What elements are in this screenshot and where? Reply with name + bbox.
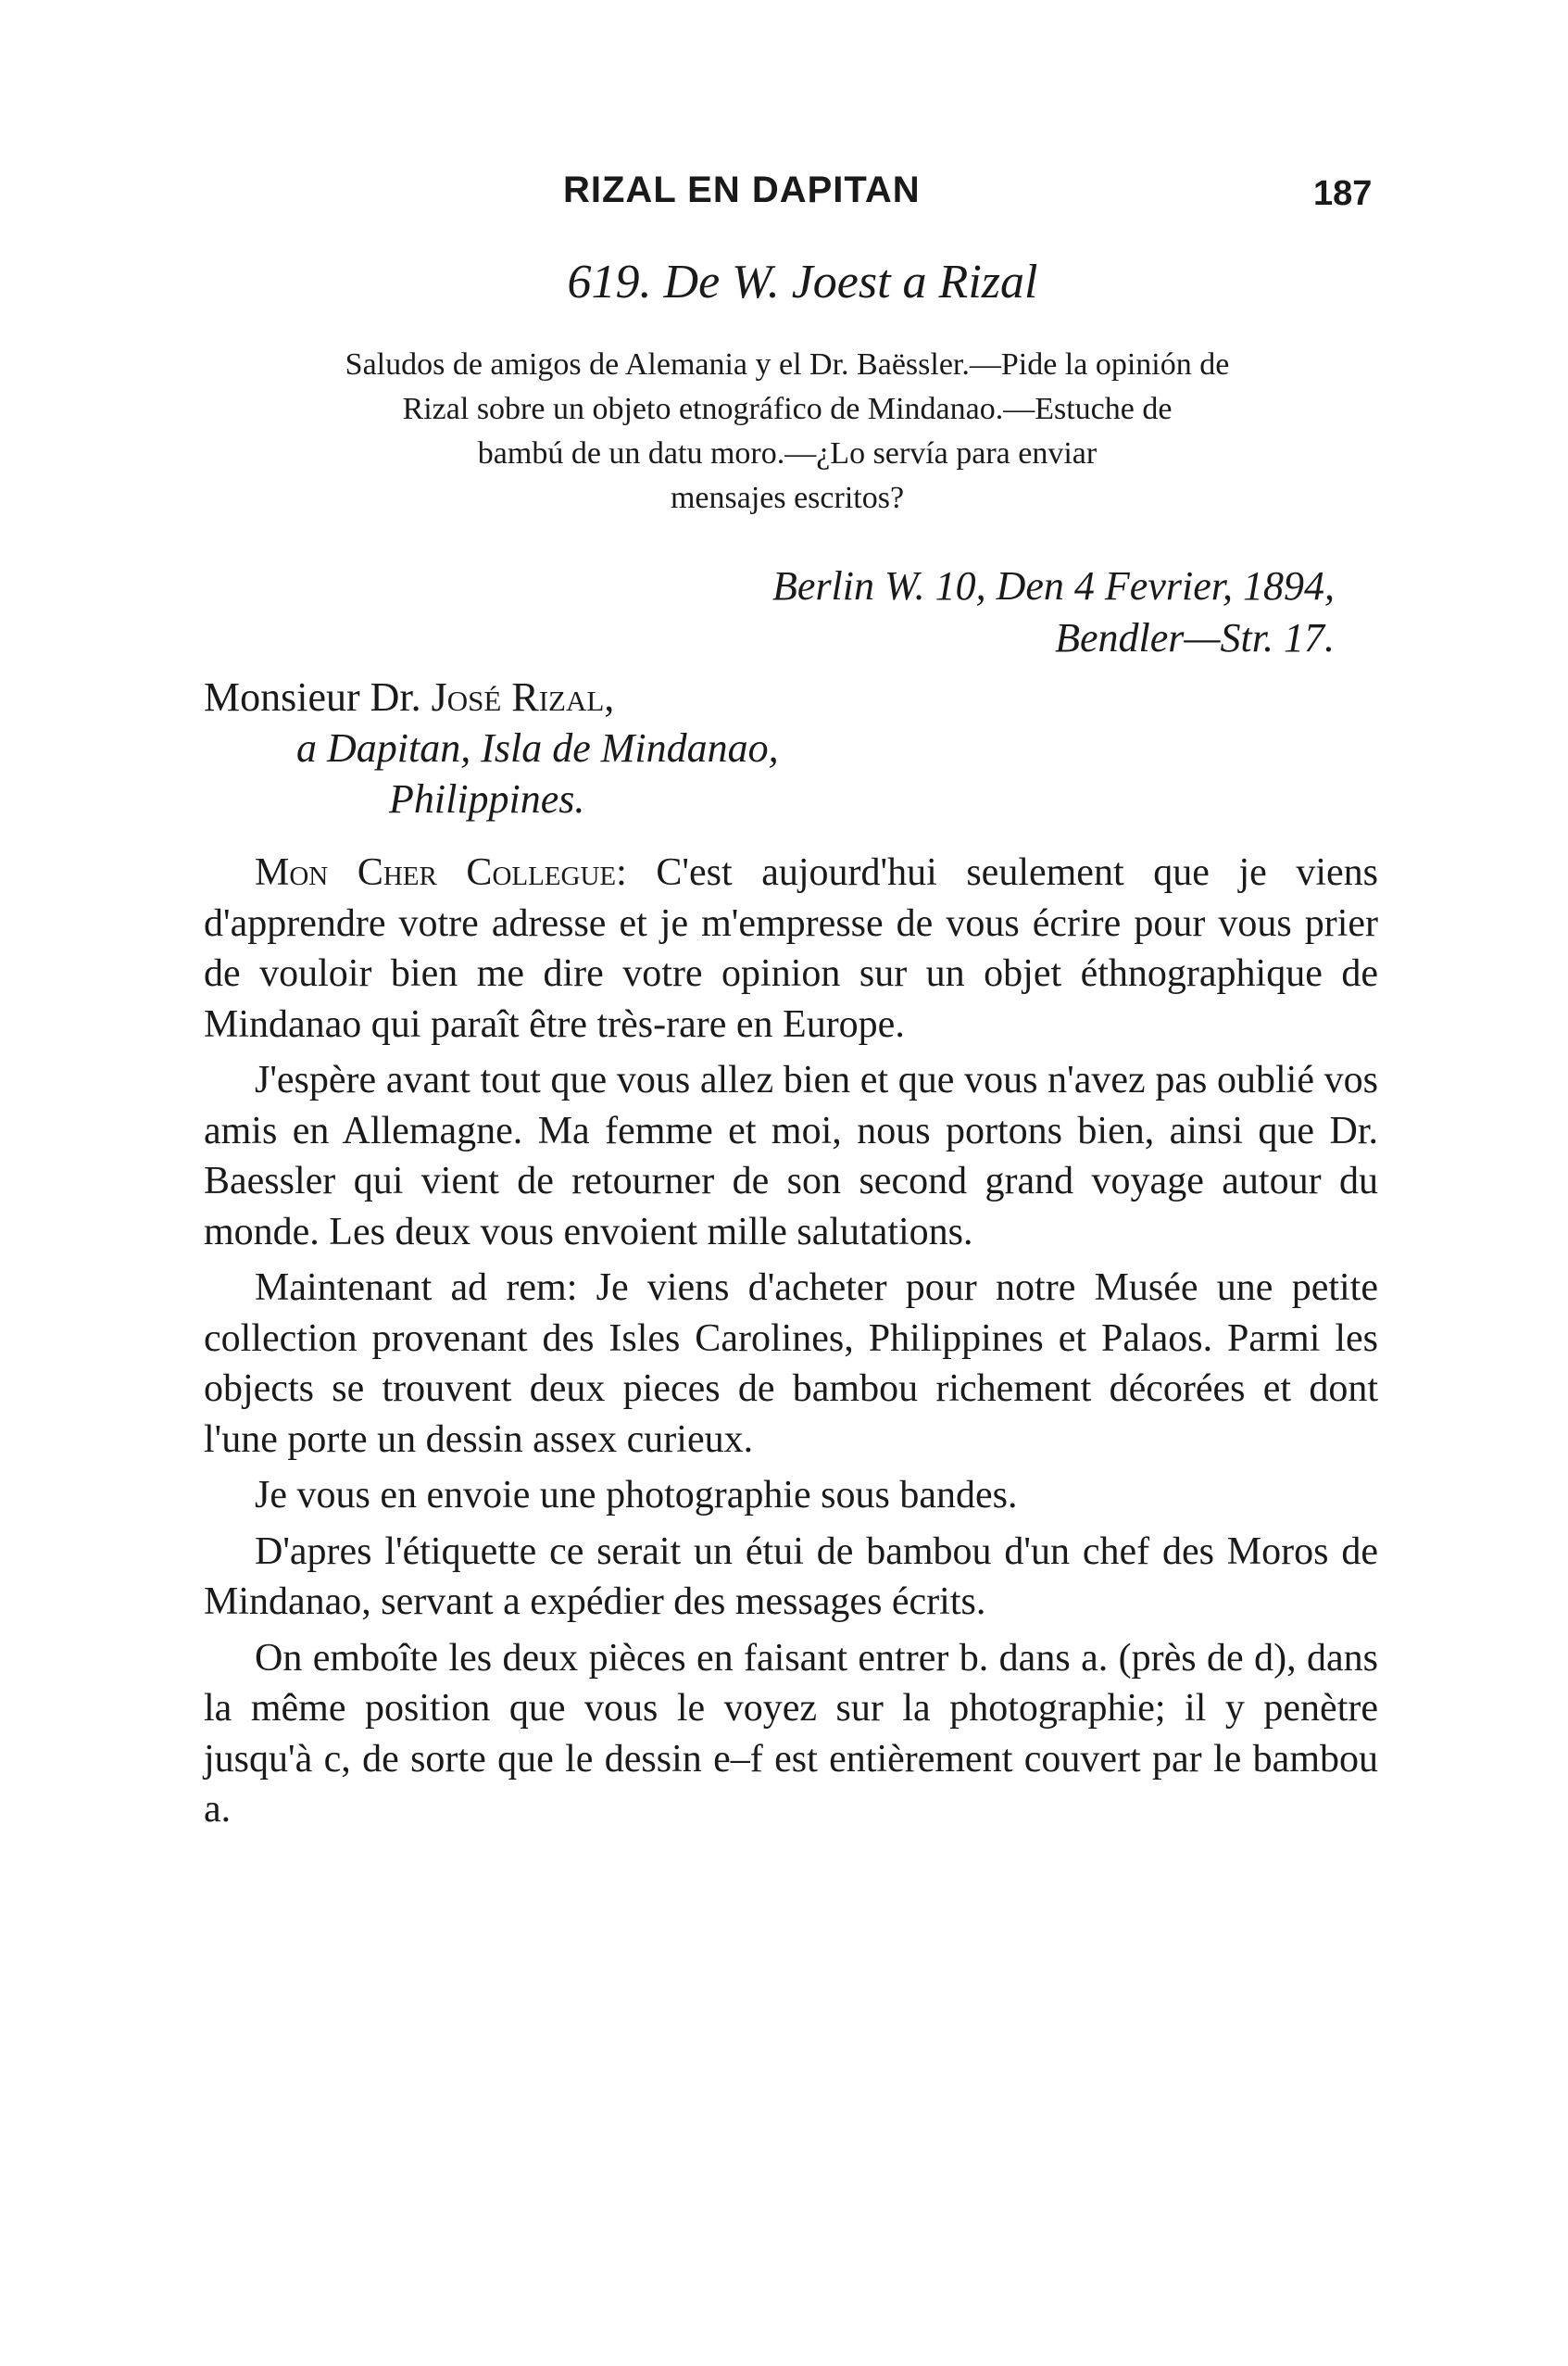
- summary-line: bambú de un datu moro.—¿Lo servía para enviar: [477, 436, 1098, 471]
- body-paragraph: Je vous en envoie une photographie sous bandes.: [255, 1474, 1018, 1517]
- body-paragraph: On emboîte les deux pièces en faisant entrer b. dans a. (près de d), dans la même position que vous le voyez sur la photographie; il y penètre jusqu'à c, de sorte que le dessin e–f est entièrement couvert par le bambou a.: [204, 1636, 1378, 1831]
- dateline: [772, 560, 1335, 664]
- body-paragraph: Maintenant ad rem: Je viens d'acheter pour notre Musée une petite collection provenant des Isles Carolines, Philippines et Palaos. Parmi les objects se trouvent deux pieces de bambou richement décorées et dont l'une porte un dessin assex curieux.: [204, 1266, 1378, 1461]
- letter-title: 619. De W. Joest a Rizal: [567, 256, 1038, 308]
- address-prefix: Monsieur Dr.: [204, 674, 432, 720]
- paragraph-text: C'est aujourd'hui seulement que je viens d'apprendre votre adresse et je m'empresse de vous écrire pour vous prier de vouloir bien me dire votre opinion sur un objet éthnographique de Mindanao qui paraît être très-rare en Europe.: [204, 851, 1378, 1046]
- dateline-place-date: Berlin W. 10, Den 4 Fevrier, 1894,: [772, 563, 1335, 609]
- body-paragraph: [204, 848, 1378, 1050]
- summary-line: Saludos de amigos de Alemania y el Dr. Baëssler.—Pide la opinión de: [345, 347, 1230, 382]
- body-paragraph: D'apres l'étiquette ce serait un étui de bambou d'un chef des Moros de Mindanao, servant a expédier des messages écrits.: [204, 1529, 1378, 1623]
- running-title: RIZAL EN DAPITAN: [563, 170, 921, 210]
- page-number: 187: [1313, 174, 1373, 213]
- address-line-1: [204, 672, 779, 723]
- recipient-address: [204, 672, 779, 824]
- address-line-3: Philippines.: [389, 776, 585, 822]
- address-line-2: a Dapitan, Isla de Mindanao,: [296, 725, 779, 771]
- letter-summary: [199, 343, 1375, 521]
- body-paragraph: J'espère avant tout que vous allez bien et que vous n'avez pas oublié vos amis en Allemagne. Ma femme et moi, nous portons bien, ainsi que Dr. Baessler qui vient de retourner de son second grand voyage autour du monde. Les deux vous envoient mille salutations.: [204, 1059, 1378, 1253]
- summary-line: mensajes escritos?: [670, 481, 905, 515]
- letter-body: [204, 848, 1378, 1841]
- dateline-street: Bendler—Str. 17.: [1055, 615, 1335, 661]
- salutation: Mon Cher Collegue:: [255, 851, 627, 894]
- address-name: José Rizal,: [431, 674, 615, 720]
- summary-line: Rizal sobre un objeto etnográfico de Mindanao.—Estuche de: [402, 392, 1173, 426]
